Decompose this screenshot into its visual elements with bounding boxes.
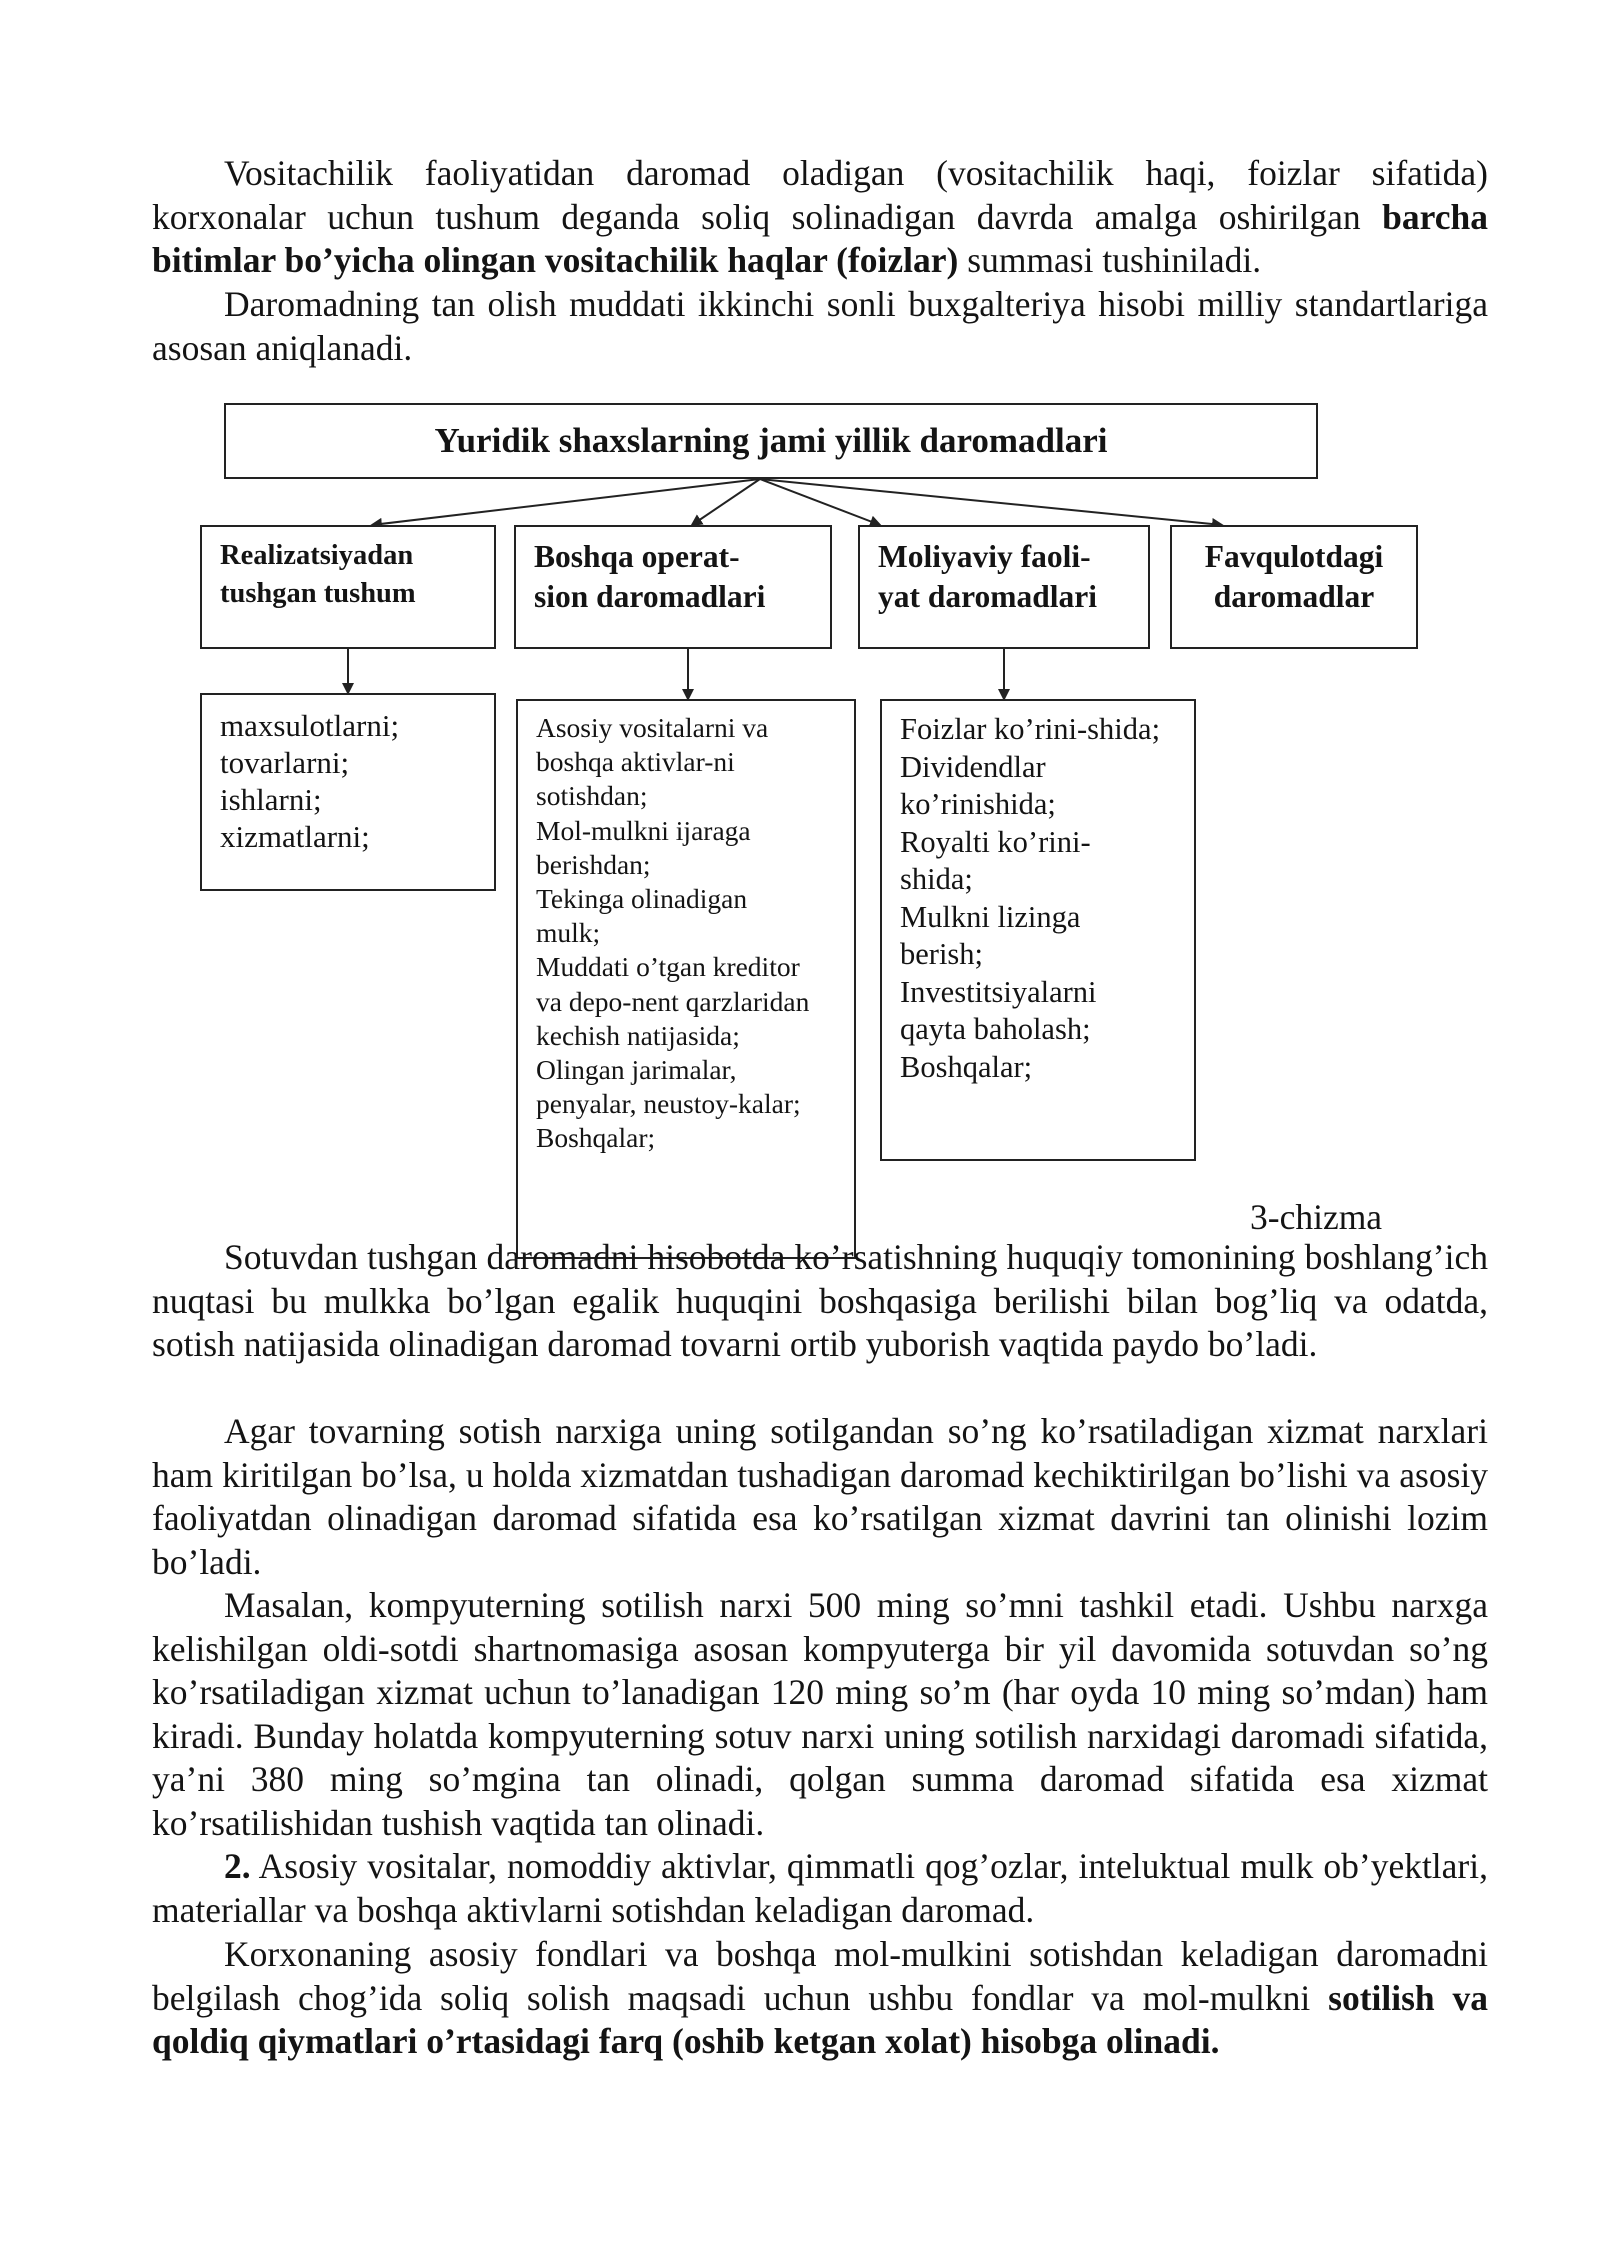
list-item: boshqa aktivlar-ni <box>536 746 735 778</box>
list-item: Mol-mulkni ijaraga <box>536 814 751 846</box>
diagram-title: Yuridik shaxslarning jami yillik daromadlari <box>434 421 1108 460</box>
category-box-sales <box>200 525 496 649</box>
list-item: Boshqalar; <box>900 1049 1033 1084</box>
paragraph-asset-sales <box>152 1845 1488 1932</box>
list-item: Boshqalar; <box>536 1122 656 1154</box>
list-box-operating <box>516 699 856 1259</box>
paragraph-service-price: Agar tovarning sotish narxiga uning sotilgandan so’ng ko’rsatiladigan xizmat narxlari ham kiritilgan bo’lsa, u holda xizmatdan tushadigan daromad kechiktirilgan bo’lishi va asosiy faoliyatdan olinadigan daromad sifatida esa ko’rsatilgan xizmat davrini tan olinishi lozim bo’ladi. <box>152 1411 1488 1582</box>
category-box-extraordinary <box>1170 525 1418 649</box>
list-item: ko’rinishida; <box>900 787 1056 821</box>
bold-phrase: sotilish va qoldiq qiymatlari o’rtasidagi farq (oshib ketgan xolat) hisobga olinadi. <box>152 1977 1488 2061</box>
list-item: Investitsiyalarni <box>900 974 1097 1009</box>
paragraph-text: summasi tushiniladi. <box>958 240 1262 280</box>
list-box-financial <box>880 699 1196 1161</box>
list-item: kechish natijasida; <box>536 1019 740 1051</box>
list-item: berish; <box>900 937 984 971</box>
diagram-title-box <box>224 403 1318 479</box>
category-label-line: yat daromadlari <box>878 579 1098 614</box>
paragraph-text: Asosiy vositalar, nomoddiy aktivlar, qimmatli qog’ozlar, inteluktual mulk ob’yektlari, materiallar va boshqa aktivlarni sotishdan keladigan daromad. <box>152 1846 1488 1930</box>
list-item: Mulkni lizinga <box>900 899 1081 934</box>
list-box-sales <box>200 693 496 891</box>
category-label-line: sion daromadlari <box>534 579 766 614</box>
paragraph-computer-example: Masalan, kompyuterning sotilish narxi 500 ming so’mni tashkil etadi. Ushbu narxga kelishilgan oldi-sotdi shartnomasiga asosan kompyuterga bir yil davomida sotuvdan so’ng ko’rsatiladigan xizmat uchun to’lanadigan 120 ming so’m (har oyda 10 ming so’mdan) ham kiradi. Bunday holatda kompyuterning sotuv narxi uning sotilish narxidagi daromadi sifatida, ya’ni 380 ming so’mgina tan olinadi, qolgan summa daromad sifatida esa xizmat ko’rsatilishidan tushish vaqtida tan olinadi. <box>152 1585 1488 1843</box>
list-item: Royalti ko’rini- <box>900 824 1091 859</box>
list-item: mulk; <box>536 917 601 949</box>
paragraph-text: Korxonaning asosiy fondlari va boshqa mol-mulkini sotishdan keladigan daromadni belgilash chog’ida soliq solish maqsadi uchun ushbu fondlar va mol-mulkni <box>152 1934 1488 2018</box>
section-number: 2. <box>224 1846 251 1886</box>
paragraph-fixed-assets <box>152 1933 1488 2064</box>
category-label-line: Realizatsiyadan <box>220 540 414 571</box>
paragraph-text: Vositachilik faoliyatidan daromad oladigan (vositachilik haqi, foizlar sifatida) korxonalar uchun tushum deganda soliq solinadigan davrda amalga oshirilgan <box>152 153 1488 237</box>
list-item: maxsulotlarni; <box>220 708 400 743</box>
arrow-to-category-4 <box>760 479 1222 525</box>
category-label-line: daromadlar <box>1213 579 1375 614</box>
list-item: ishlarni; <box>220 782 322 817</box>
category-label-line: Moliyaviy faoli- <box>878 539 1091 574</box>
list-item: va depo-nent qarzlaridan <box>536 985 810 1017</box>
list-item: tovarlarni; <box>220 745 350 780</box>
list-item: xizmatlarni; <box>220 819 370 854</box>
list-item: Asosiy vositalarni va <box>536 712 769 743</box>
list-item: Foizlar ko’rini-shida; <box>900 712 1161 746</box>
list-item: qayta baholash; <box>900 1012 1091 1046</box>
category-label-line: Boshqa operat- <box>534 539 740 574</box>
list-item: shida; <box>900 862 973 896</box>
diagram-caption: 3-chizma <box>1250 1197 1383 1237</box>
list-item: berishdan; <box>536 848 651 880</box>
bold-phrase: barcha bitimlar bo’yicha olingan vositachilik haqlar (foizlar) <box>152 196 1488 280</box>
paragraph-recognition-term: Daromadning tan olish muddati ikkinchi sonli buxgalteriya hisobi milliy standartlariga asosan aniqlanadi. <box>152 284 1488 368</box>
list-item: Olingan jarimalar, <box>536 1054 737 1086</box>
category-label-line: Favqulotdagi <box>1204 539 1384 574</box>
list-item: Muddati o’tgan kreditor <box>536 951 800 983</box>
list-item: Dividendlar <box>900 749 1046 784</box>
list-item: Tekinga olinadigan <box>536 883 748 915</box>
paragraph-sales-legal: Sotuvdan tushgan daromadni hisobotda ko’rsatishning huquqiy tomonining boshlang’ich nuqtasi bu mulkka bo’lgan egalik huquqini boshqasiga berilishi bilan bog’liq va odatda, sotish natijasida olinadigan daromad tovarni ortib yuborish vaqtida paydo bo’ladi. <box>152 1237 1488 1364</box>
category-box-financial <box>858 525 1150 649</box>
category-label-line: tushgan tushum <box>220 578 416 609</box>
list-item: sotishdan; <box>536 780 648 812</box>
list-item: penyalar, neustoy-kalar; <box>536 1088 801 1120</box>
category-box-operating <box>514 525 832 649</box>
